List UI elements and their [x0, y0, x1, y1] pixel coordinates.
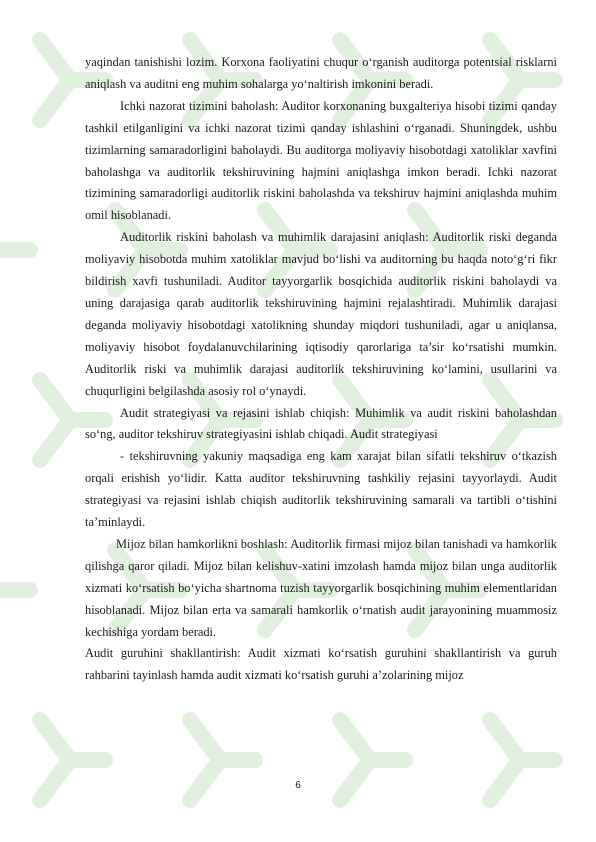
paragraph-audit-team: Audit guruhini shakllantirish: Audit xizmati ko‘rsatish guruhini shakllantirish va guruh rahbarini tayinlash hamda audit xizmati ko‘rsatish guruhi a’zolarining mijoz [85, 646, 557, 683]
paragraph-audit-strategy: Audit strategiyasi va rejasini ishlab chiqish: Muhimlik va audit riskini baholashdan so‘ng, auditor tekshiruv strategiyasini ishlab chiqadi. Audit strategiyasi [85, 405, 557, 442]
paragraph-intro-continuation: yaqindan tanishishi lozim. Korxona faoliyatini chuqur o‘rganish auditorga potentsial risklarni aniqlash va auditni eng muhim sohalarga yo‘naltirish imkonini beradi. [85, 55, 557, 91]
paragraph-audit-risk: Auditorlik riskini baholash va muhimlik darajasini aniqlash: Auditorlik riski deganda moliyaviy hisobotda muhim xatoliklar mavjud bo‘lishi va auditorning bu haqda noto‘g‘ri fikr bildirish xavfi tushuniladi. Auditor tayyorgarlik bosqichida auditorlik riskini baholaydi va uning darajasiga qarab auditorlik tekshiruvining hajmini rejalashtiradi. Muhimlik darajasi deganda moliyaviy hisobotdagi xatolikning shunday miqdori tushuniladi, agar u aniqlansa, moliyaviy hisobot foydalanuvchilarining iqtisodiy qarorlariga ta’sir ko‘rsatishi mumkin. Auditorlik riski va muhimlik darajasi auditorlik tekshiruvining ko‘lamini, usullarini va chuqurligini belgilashda asosiy rol o‘ynaydi. [85, 230, 557, 398]
paragraph-strategy-definition: - tekshiruvning yakuniy maqsadiga eng kam xarajat bilan sifatli tekshiruv o‘tkazish orqali erishish yo‘lidir. Katta auditor tekshiruvning tashkiliy rejasini tayyorlaydi. Audit strategiyasi va rejasini ishlab chiqish auditorlik tekshiruvining samarali va tartibli o‘tishini ta’minlaydi. [85, 449, 557, 530]
paragraph-internal-control: Ichki nazorat tizimini baholash: Auditor korxonaning buxgalteriya hisobi tizimi qanday tashkil etilganligini va ichki nazorat tizimi qanday ishlashini o‘rganadi. Shuningdek, ushbu tizimlarning samaradorligini baholaydi. Bu auditorga moliyaviy hisobotdagi xatoliklar xavfini baholashga va auditorlik tekshiruvining hajmini aniqlashga imkon beradi. Ichki nazorat tizimining samaradorligi auditorlik riskini baholashda va tekshiruv hajmini aniqlashda muhim omil hisoblanadi. [85, 98, 557, 223]
paragraph-client-cooperation: Mijoz bilan hamkorlikni boshlash: Auditorlik firmasi mijoz bilan tanishadi va hamkorlik qilishga qaror qiladi. Mijoz bilan kelishuv-xatini imzolash hamda mijoz bilan unga auditorlik xizmati ko‘rsatish bo‘yicha shartnoma tuzish tayyorgarlik bosqichining muhim elementlaridan hisoblanadi. Mijoz bilan erta va samarali hamkorlik o‘rnatish audit jarayonining muammosiz kechishiga yordam beradi. [85, 536, 557, 639]
watermark-chevron [40, 40, 70, 120]
document-body [85, 52, 557, 687]
watermark-chevron [40, 380, 70, 460]
page-number: 6 [295, 780, 301, 791]
